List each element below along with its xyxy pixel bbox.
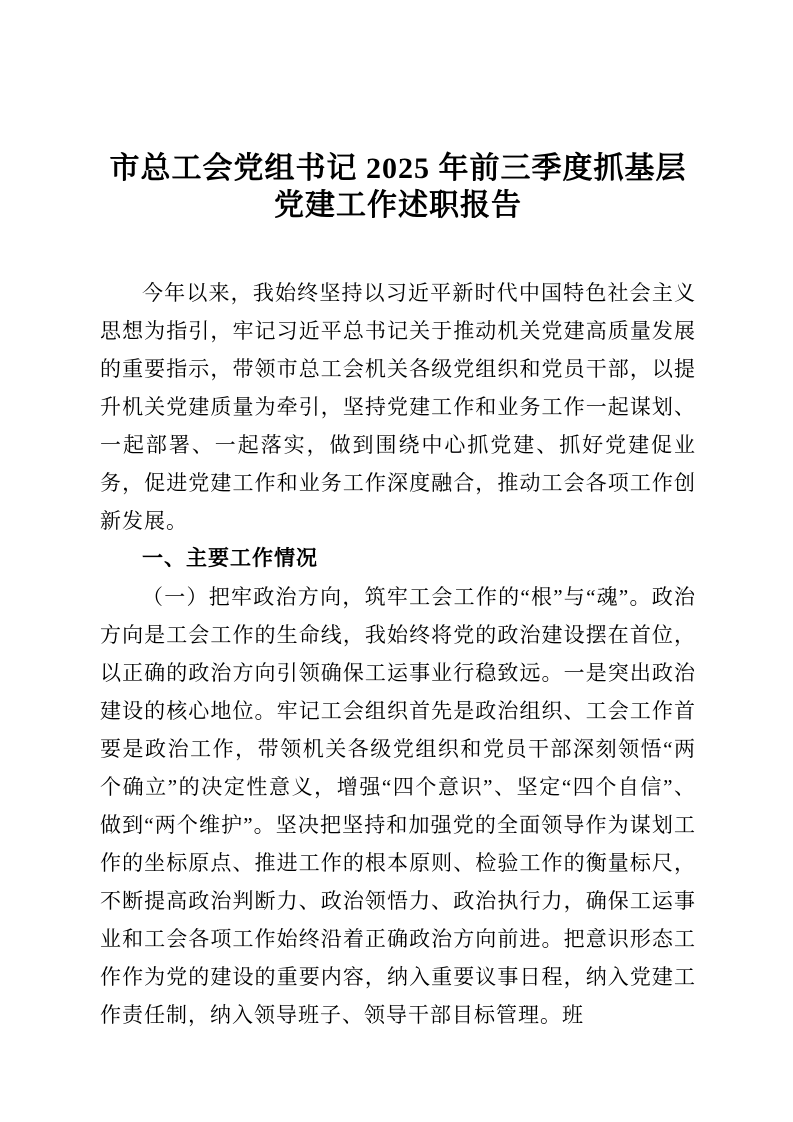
section-paragraph-political-direction: （一）把牢政治方向，筑牢工会工作的“根”与“魂”。政治方向是工会工作的生命线，我始终将党的政治建设摆在首位，以正确的政治方向引领确保工运事业行稳致远。一是突出政治建设的核心地位。牢记工会组织首先是政治组织、工会工作首要是政治工作，带领机关各级党组织和党员干部深刻领悟“两个确立”的决定性意义，增强“四个意识”、坚定“四个自信”、做到“两个维护”。坚决把坚持和加强党的全面领导作为谋划工作的坐标原点、推进工作的根本原则、检验工作的衡量标尺，不断提高政治判断力、政治领悟力、政治执行力，确保工运事业和工会各项工作始终沿着正确政治方向前进。把意识形态工作作为党的建设的重要内容，纳入重要议事日程，纳入党建工作责任制，纳入领导班子、领导干部目标管理。班 <box>100 585 696 1027</box>
intro-paragraph: 今年以来，我始终坚持以习近平新时代中国特色社会主义思想为指引，牢记习近平总书记关于推动机关党建高质量发展的重要指示，带领市总工会机关各级党组织和党员干部，以提升机关党建质量为牵引，坚持党建工作和业务工作一起谋划、一起部署、一起落实，做到围绕中心抓党建、抓好党建促业务，促进党建工作和业务工作深度融合，推动工会各项工作创新发展。 <box>100 281 696 533</box>
section-heading-main-work: 一、主要工作情况 <box>142 547 318 570</box>
document-title: 市总工会党组书记 2025 年前三季度抓基层党建工作述职报告 <box>109 152 687 222</box>
